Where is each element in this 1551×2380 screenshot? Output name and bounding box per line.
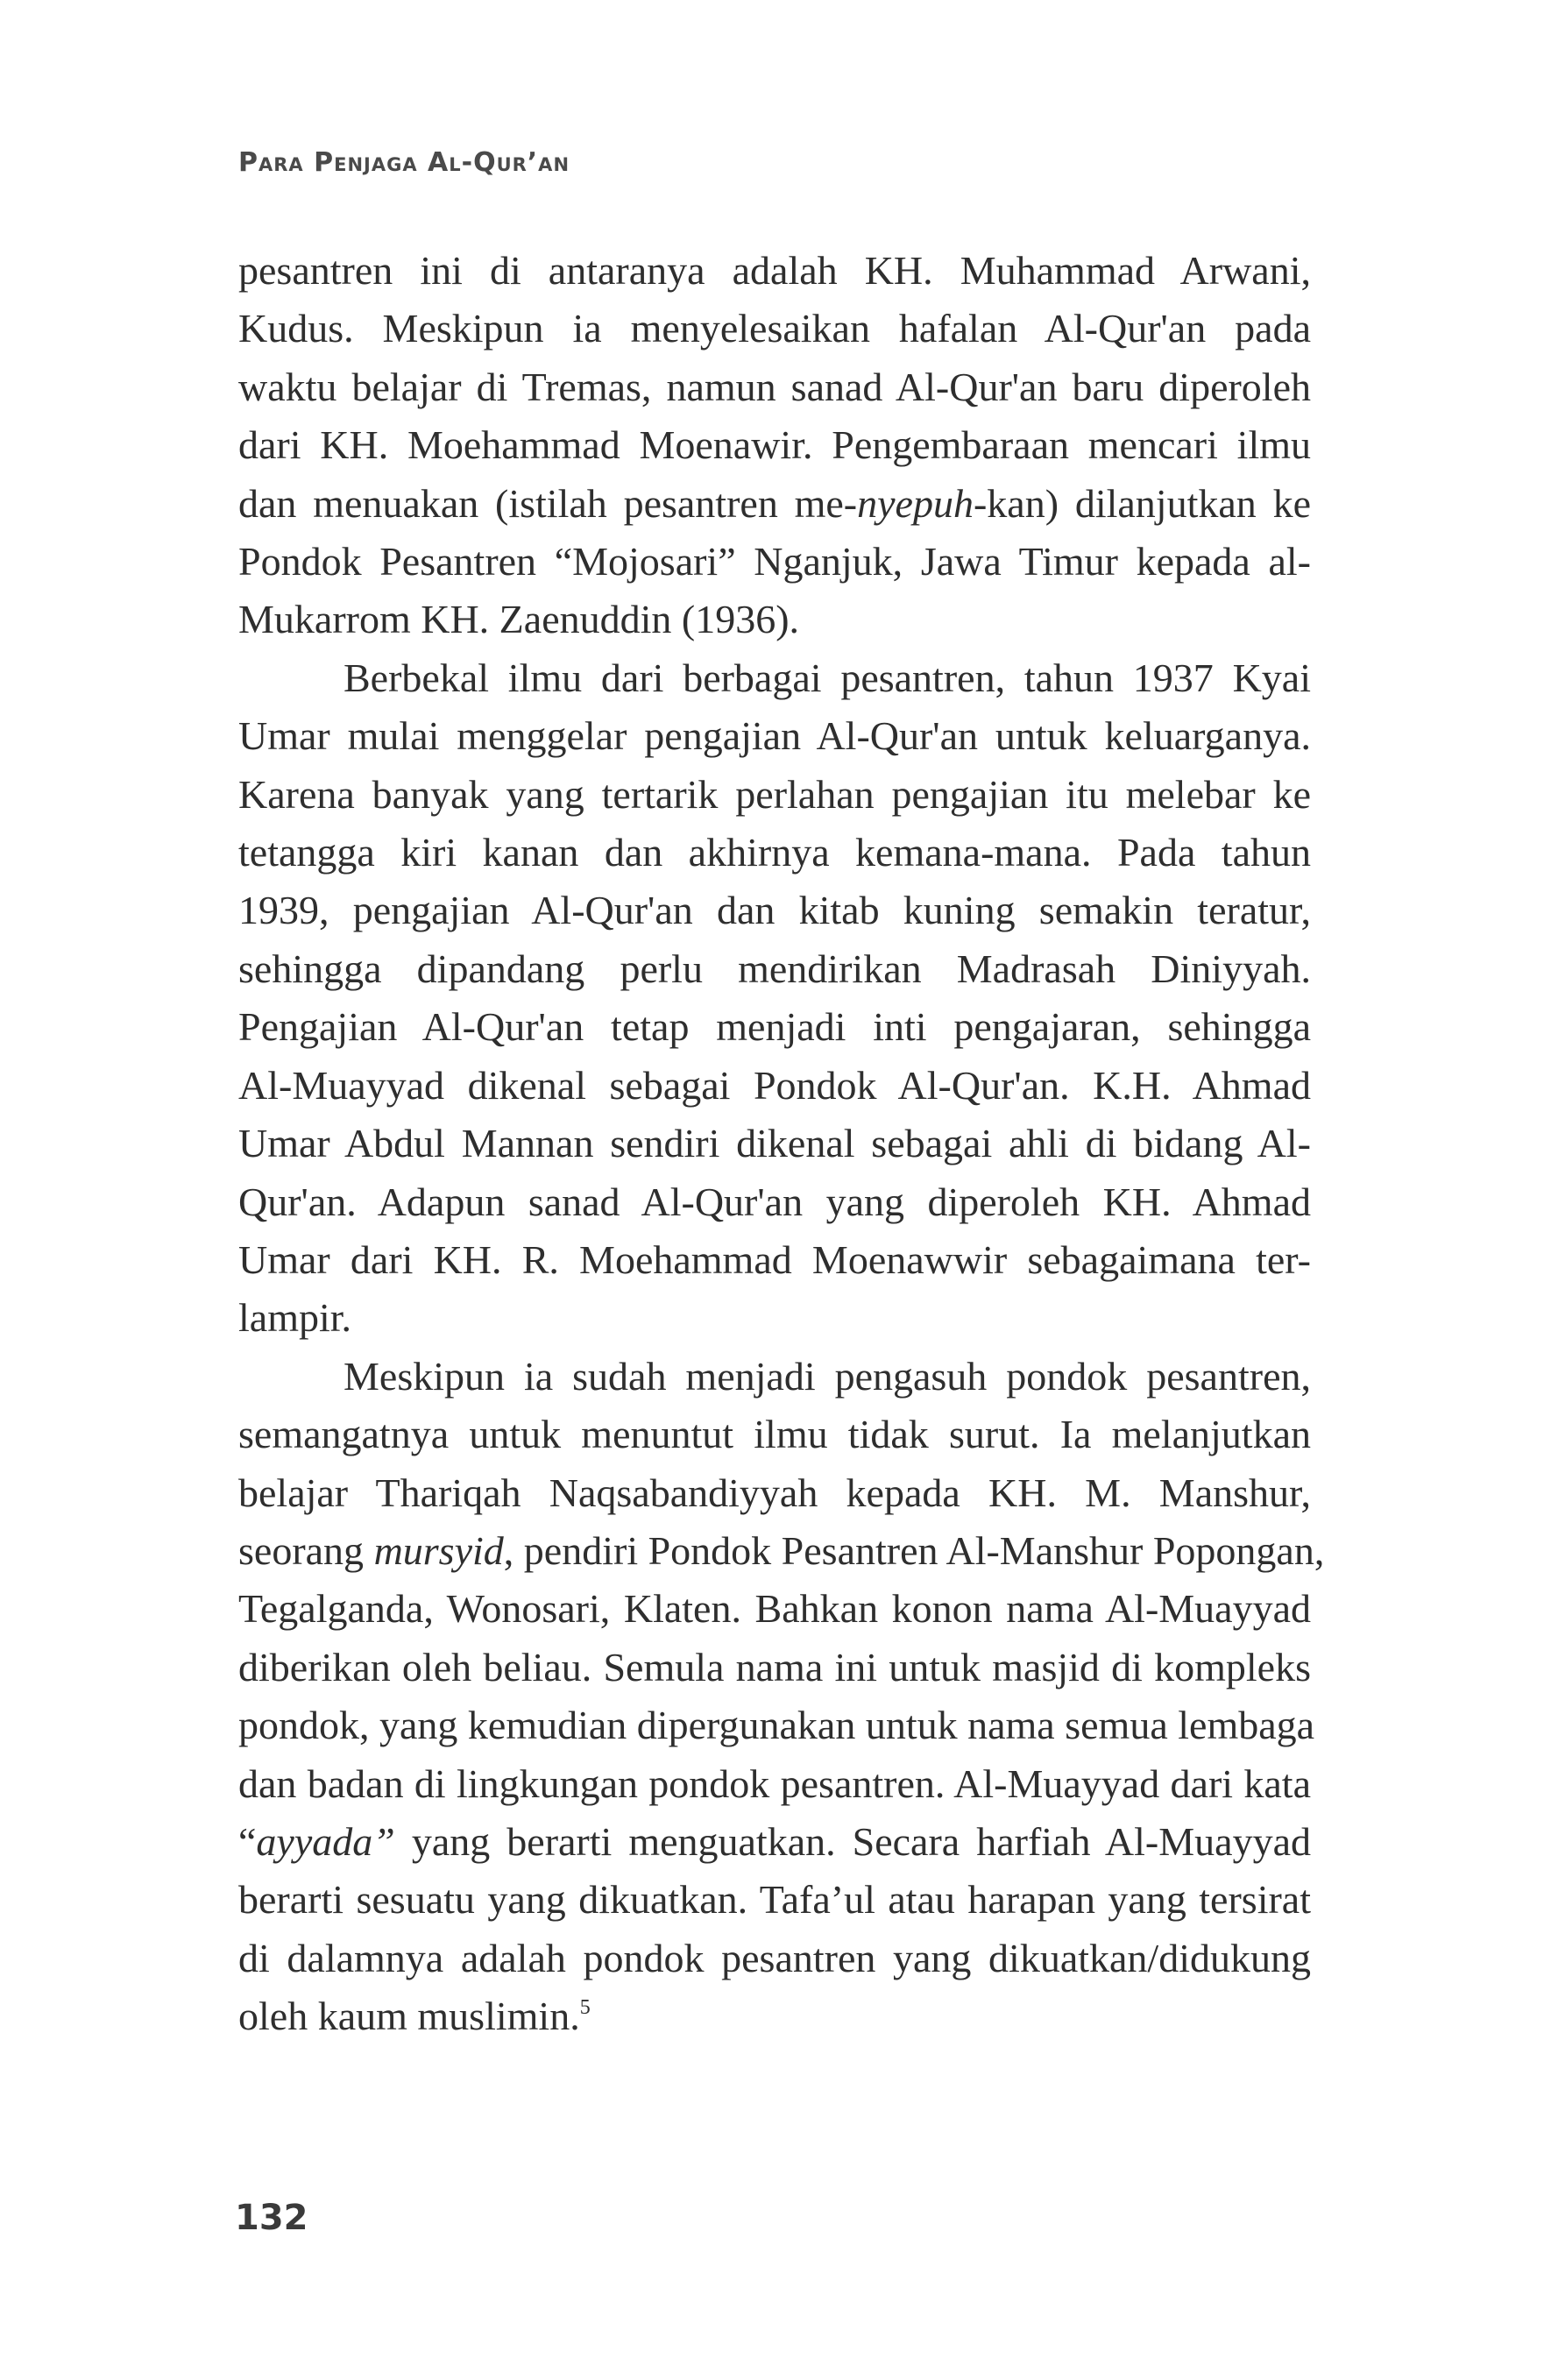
text-line xyxy=(238,591,1311,648)
text-run: “ xyxy=(238,1818,257,1864)
text-run: dan badan di lingkungan pondok pesantren. Al-Muayyad dari kata xyxy=(238,1760,1311,1806)
text-line xyxy=(238,1696,1315,1754)
text-line xyxy=(238,1639,1311,1696)
text-line xyxy=(238,1871,1311,1929)
text-run: Umar mulai menggelar pengajian Al-Qur'an untuk keluarganya. xyxy=(238,713,1311,759)
text-run: Umar Abdul Mannan sendiri dikenal sebagai ahli di bidang Al- xyxy=(238,1121,1311,1166)
text-run: Kudus. Meskipun ia menyelesaikan hafalan Al-Qur'an pada xyxy=(238,306,1311,351)
body-text xyxy=(238,242,1325,2046)
text-run: berarti sesuatu yang dikuatkan. Tafa’ul atau harapan yang tersirat xyxy=(238,1877,1311,1923)
text-run: Karena banyak yang tertarik perlahan pengajian itu melebar ke xyxy=(238,771,1311,817)
italic-term: ayyada” xyxy=(256,1818,395,1864)
text-line xyxy=(238,475,1311,533)
text-line xyxy=(238,1289,1311,1347)
footnote-marker[interactable]: 5 xyxy=(579,1996,591,2020)
text-line xyxy=(238,882,1311,939)
text-line xyxy=(238,358,1311,416)
paragraph xyxy=(238,1348,1325,2046)
text-run: lampir. xyxy=(238,1295,352,1341)
text-line xyxy=(238,766,1311,824)
text-line xyxy=(238,1406,1311,1463)
text-run: dan menuakan (istilah pesantren me- xyxy=(238,480,858,526)
text-run: yang berarti menguatkan. Secara harfiah Al-Muayyad xyxy=(394,1818,1311,1864)
text-run: tetangga kiri kanan dan akhirnya kemana-mana. Pada tahun xyxy=(238,830,1311,875)
text-run: Tegalganda, Wonosari, Klaten. Bahkan konon nama Al-Muayyad xyxy=(238,1586,1311,1632)
text-run: seorang xyxy=(238,1527,374,1573)
italic-term: nyepuh xyxy=(857,480,974,526)
text-run: waktu belajar di Tremas, namun sanad Al-Qur'an baru diperoleh xyxy=(238,364,1311,409)
text-run: Umar dari KH. R. Moehammad Moenawwir sebagaimana ter- xyxy=(238,1236,1311,1282)
text-run: -kan) dilanjutkan ke xyxy=(973,480,1311,526)
text-line xyxy=(238,1522,1325,1580)
text-line xyxy=(238,940,1311,998)
paragraph xyxy=(238,649,1311,1348)
text-line xyxy=(238,649,1311,707)
paragraph xyxy=(238,242,1311,649)
text-line xyxy=(238,1057,1311,1115)
text-line xyxy=(238,533,1311,591)
text-line xyxy=(238,1231,1311,1289)
text-line xyxy=(238,242,1311,300)
page-number: 132 xyxy=(235,2198,308,2238)
text-line xyxy=(238,1755,1311,1813)
text-run: Pondok Pesantren “Mojosari” Nganjuk, Jawa Timur kepada al- xyxy=(238,539,1311,584)
text-run: pesantren ini di antaranya adalah KH. Muhammad Arwani, xyxy=(238,248,1311,293)
text-run: oleh kaum muslimin. xyxy=(238,1994,580,2039)
text-line xyxy=(238,824,1311,882)
italic-term: mursyid xyxy=(373,1527,504,1573)
running-header-title: Para Penjaga Al-Qur’an xyxy=(238,147,570,178)
text-run: , pendiri Pondok Pesantren Al-Manshur Popongan, xyxy=(503,1527,1325,1573)
text-run: Pengajian Al-Qur'an tetap menjadi inti pengajaran, sehingga xyxy=(238,1004,1311,1050)
text-run: Mukarrom KH. Zaenuddin (1936). xyxy=(238,597,800,642)
text-run: di dalamnya adalah pondok pesantren yang dikuatkan/didukung xyxy=(238,1935,1311,1980)
text-run: sehingga dipandang perlu mendirikan Madrasah Diniyyah. xyxy=(238,946,1311,991)
text-run: 1939, pengajian Al-Qur'an dan kitab kuning semakin teratur, xyxy=(238,888,1311,933)
text-run: Berbekal ilmu dari berbagai pesantren, tahun 1937 Kyai xyxy=(343,655,1311,700)
text-line xyxy=(238,1173,1311,1231)
text-line xyxy=(238,998,1311,1056)
text-line xyxy=(238,1813,1311,1871)
text-run: Qur'an. Adapun sanad Al-Qur'an yang diperoleh KH. Ahmad xyxy=(238,1179,1311,1224)
text-line xyxy=(238,1348,1311,1406)
text-run: semangatnya untuk menuntut ilmu tidak surut. Ia melanjutkan xyxy=(238,1412,1311,1457)
text-line xyxy=(238,416,1311,474)
text-line xyxy=(238,1930,1311,1987)
text-line xyxy=(238,1580,1311,1638)
text-run: dari KH. Moehammad Moenawir. Pengembaraan mencari ilmu xyxy=(238,422,1311,468)
text-line xyxy=(238,1987,1311,2045)
text-line xyxy=(238,707,1311,765)
text-run: diberikan oleh beliau. Semula nama ini untuk masjid di kompleks xyxy=(238,1644,1311,1689)
text-line xyxy=(238,1464,1311,1522)
text-run: pondok, yang kemudian dipergunakan untuk nama semua lembaga xyxy=(238,1703,1315,1748)
text-line xyxy=(238,300,1311,358)
text-run: Al-Muayyad dikenal sebagai Pondok Al-Qur'an. K.H. Ahmad xyxy=(238,1062,1311,1108)
text-run: Meskipun ia sudah menjadi pengasuh pondok pesantren, xyxy=(343,1353,1311,1399)
text-line xyxy=(238,1115,1311,1172)
text-run: belajar Thariqah Naqsabandiyyah kepada KH. M. Manshur, xyxy=(238,1470,1311,1515)
